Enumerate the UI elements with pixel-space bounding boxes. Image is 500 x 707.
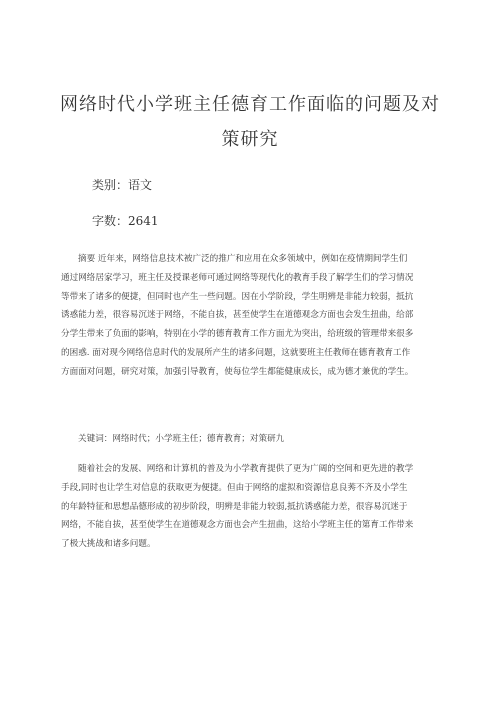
abstract-line: 的困惑. 面对现今网络信息时代的发展所产生的诸多问题，这就要班主任教师在德育教育工作 bbox=[61, 347, 411, 358]
body-paragraph bbox=[61, 460, 441, 554]
abstract-line: 通过网络居家学习，班主任及授课老师可通过网络等现代化的教育手段了解学生们的学习情况 bbox=[61, 272, 414, 283]
abstract-line: 摘要 近年来，网络信息技术被广泛的推广和应用在众多领域中，例如在疫情期间学生们 bbox=[78, 254, 408, 264]
abstract-paragraph bbox=[61, 250, 441, 382]
body-line: 网络，不能自拔，甚至使学生在道德观念方面也会产生扭曲，这给小学班主任的第育工作带来 bbox=[61, 520, 414, 531]
document-title-line-2: 策研究 bbox=[221, 129, 279, 150]
body-line: 手段,同时也让学生对信息的获取更为便捷。但由于网络的虚拟和资源信息良莠不齐及小学生 bbox=[61, 482, 408, 493]
keywords-paragraph bbox=[61, 430, 441, 449]
word-count-label: 字数：2641 bbox=[92, 214, 159, 228]
body-line: 随着社会的发展、网络和计算机的普及为小学教育提供了更为广阔的空间和更先进的教学 bbox=[78, 464, 414, 474]
document-title-line-1: 网络时代小学班主任德育工作面临的问题及对 bbox=[60, 94, 440, 115]
keywords-line: 关键词：网络时代；小学班主任；德育教育；对策研九 bbox=[78, 434, 285, 444]
category-label: 类别：语文 bbox=[92, 178, 153, 192]
abstract-line: 方面面对问题，研究对策，加强引导教育，使每位学生都能健康成长，成为德才兼优的学生。 bbox=[61, 366, 414, 377]
abstract-line: 分学生带来了负面的影响，特别在小学的德育教育工作方面尤为突出，给班级的管理带来很多 bbox=[61, 329, 414, 340]
abstract-line: 诱惑能力差，很容易沉迷于网络，不能自拔，甚至使学生在道德观念方面也会发生扭曲，给部 bbox=[61, 310, 414, 321]
abstract-line: 等带来了诸多的便捷，但同时也产生一些问题。因在小学阶段，学生明辨是非能力较弱，抵抗 bbox=[61, 291, 414, 302]
body-line: 的年龄特征和思想品德形成的初步阶段，明辨是非能力较弱,抵抗诱惑能力差，很容易沉迷于 bbox=[61, 501, 408, 512]
body-line: 了极大挑战和诸多问题。 bbox=[61, 539, 156, 550]
